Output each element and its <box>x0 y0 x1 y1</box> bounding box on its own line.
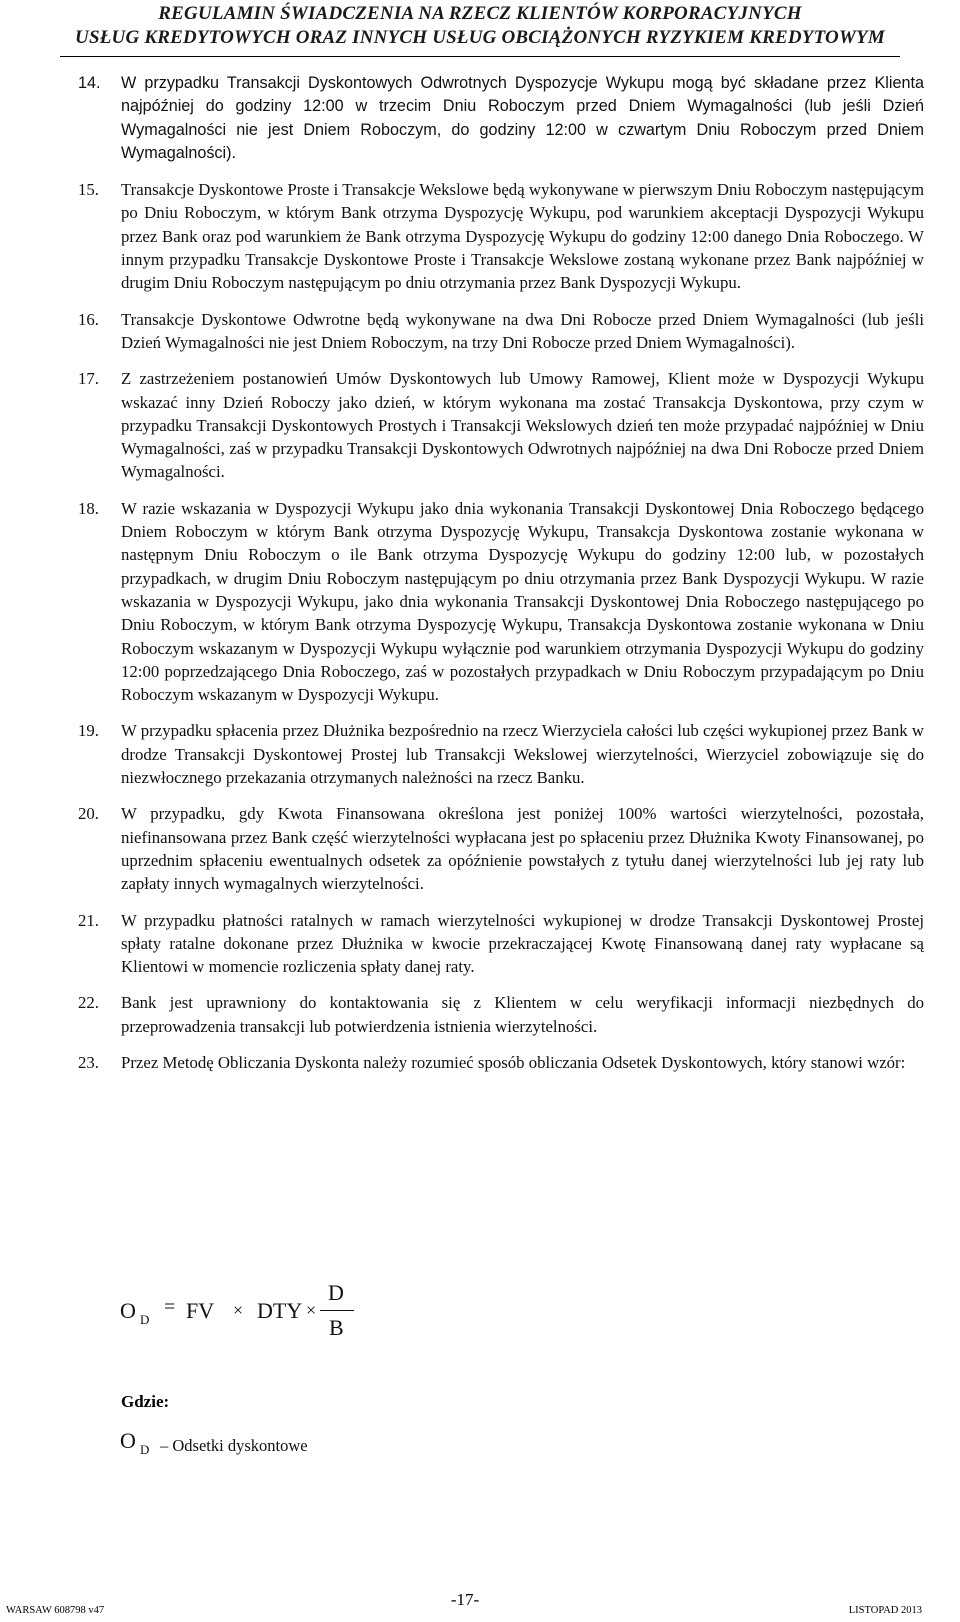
clause-number: 15. <box>78 180 99 200</box>
clause-18 <box>78 497 924 707</box>
formula-dty: DTY <box>257 1298 303 1323</box>
page-header <box>0 2 960 50</box>
clause-19 <box>78 719 924 789</box>
formula-numerator: D <box>328 1280 344 1305</box>
formula-denominator: B <box>329 1315 344 1340</box>
clause-number: 21. <box>78 910 99 930</box>
clause-text: Z zastrzeżeniem postanowień Umów Dyskontowych lub Umowy Ramowej, Klient może w Dyspozycji Wykupu wskazać inny Dzień Roboczy jako dzień, w którym wykonana ma zostać Transakcja Dyskontowa, przy czym w przypadku Transakcji Dyskontowych Prostych i Transakcji Wekslowych dzień ten może przypadać najpóźniej w Dniu Wymagalności, zaś w przypadku Transakcji Dyskontowych Odwrotnych najpóźniej na dwa Dni Robocze przed Dniem Wymagalności. <box>121 369 924 482</box>
formula-fv: FV <box>186 1298 215 1323</box>
formula-symbol-o: O <box>120 1298 136 1323</box>
clause-20 <box>78 802 924 895</box>
clause-text: Transakcje Dyskontowe Odwrotne będą wykonywane na dwa Dni Robocze przed Dniem Wymagalności (lub jeśli Dzień Wymagalności nie jest Dniem Roboczym, na trzy Dni Robocze przed Dniem Wymagalności). <box>121 309 924 352</box>
clause-text: W razie wskazania w Dyspozycji Wykupu jako dnia wykonania Transakcji Dyskontowej Dnia Roboczego będącego Dniem Roboczym w którym Bank otrzyma Dyspozycję Wykupu, Transakcja Dyskontowa zostanie wykonana w następnym Dniu Roboczym o ile Bank otrzyma Dyspozycję Wykupu do godziny 12:00 lub, w pozostałych przypadkach, w drugim Dniu Roboczym następującym po dniu otrzymania przez Bank Dyspozycji Wykupu. W razie wskazania w Dyspozycji Wykupu, jako dnia wykonania Transakcji Dyskontowej Dnia Roboczego następującego po Dniu Roboczym, w którym Bank otrzyma Dyspozycję Wykupu, Transakcja Dyskontowa zostanie wykonana w Dniu Roboczym wskazanym w Dyspozycji Wykupu wyłącznie pod warunkiem otrzymania Dyspozycji Wykupu do godziny 12:00 poprzedzającego Dnia Roboczego, zaś w pozostałych przypadkach w Dniu Roboczym przypadającym po Dniu Roboczym wskazanym w Dyspozycji Wykupu. <box>121 498 924 705</box>
clause-text: W przypadku Transakcji Dyskontowych Odwrotnych Dyspozycje Wykupu mogą być składane przez Klienta najpóźniej do godziny 12:00 w trzecim Dniu Roboczym przed Dniem Wymagalności (lub jeśli Dzień Wymagalności nie jest Dniem Roboczym, do godziny 12:00 w czwartym Dniu Roboczym przed Dniem Wymagalności). <box>121 74 924 162</box>
clauses-list <box>78 72 924 1087</box>
formula-subscript-d: D <box>140 1312 150 1327</box>
clause-23 <box>78 1051 924 1074</box>
legend-description: – Odsetki dyskontowe <box>160 1436 308 1455</box>
clause-text: Transakcje Dyskontowe Proste i Transakcje Wekslowe będą wykonywane w pierwszym Dniu Roboczym następującym po Dniu Roboczym, w którym Bank otrzyma Dyspozycję Wykupu, pod warunkiem akceptacji Dyspozycji Wykupu przez Bank oraz pod warunkiem że Bank otrzyma Dyspozycję Wykupu do godziny 12:00 danego Dnia Roboczego. W innym przypadku Transakcje Dyskontowe Proste i Transakcje Wekslowe zostaną wykonane przez Bank najpóźniej w drugim Dniu Roboczym następującym po dniu otrzymania przez Bank Dyspozycji Wykupu. <box>121 180 924 293</box>
clause-number: 20. <box>78 804 99 824</box>
clause-number: 22. <box>78 993 99 1013</box>
clause-number: 14. <box>78 74 101 92</box>
clause-22 <box>78 991 924 1038</box>
footer-date: LISTOPAD 2013 <box>848 1605 922 1616</box>
clause-21 <box>78 909 924 979</box>
header-line-2: USŁUG KREDYTOWYCH ORAZ INNYCH USŁUG OBCIĄŻONYCH RYZYKIEM KREDYTOWYM <box>75 27 885 48</box>
clause-number: 18. <box>78 498 99 518</box>
clause-number: 16. <box>78 309 99 329</box>
clause-text: Bank jest uprawniony do kontaktowania się z Klientem w celu weryfikacji informacji niezbędnych do przeprowadzenia transakcji lub potwierdzenia istnienia wierzytelności. <box>121 993 924 1036</box>
clause-15 <box>78 178 924 294</box>
clause-16 <box>78 308 924 355</box>
clause-number: 23. <box>78 1052 99 1072</box>
clause-number: 19. <box>78 721 99 741</box>
discount-formula <box>120 1282 420 1352</box>
formula-times-2: × <box>306 1300 317 1320</box>
header-divider <box>60 56 900 57</box>
clause-text: W przypadku spłacenia przez Dłużnika bezpośrednio na rzecz Wierzyciela całości lub części wykupionej przez Bank w drodze Transakcji Dyskontowej Prostej lub Transakcji Wekslowej wierzytelności, Wierzyciel zobowiązuje się do niezwłocznego przekazania otrzymanych należności na rzecz Banku. <box>121 721 924 788</box>
legend-symbol-o: O <box>120 1428 136 1453</box>
header-line-1: REGULAMIN ŚWIADCZENIA NA RZECZ KLIENTÓW KORPORACYJNYCH <box>158 3 802 24</box>
clause-number: 17. <box>78 369 99 389</box>
clause-17 <box>78 367 924 483</box>
formula-legend <box>120 1428 520 1460</box>
formula-fraction-bar <box>320 1310 354 1311</box>
clause-text: W przypadku płatności ratalnych w ramach wierzytelności wykupionej w drodze Transakcji Dyskontowej Prostej spłaty ratalne dokonane przez Dłużnika w kwocie przekraczającej Kwotę Finansowaną danej raty wypłacane są Klientowi w momencie rozliczenia spłaty danej raty. <box>121 910 924 977</box>
formula-times-1: × <box>233 1300 244 1320</box>
clause-text: W przypadku, gdy Kwota Finansowana określona jest poniżej 100% wartości wierzytelności, pozostała, niefinansowana przez Bank część wierzytelności wypłacana jest po spłaceniu przez Dłużnika Kwoty Finansowanej, po uprzednim spłaceniu ewentualnych odsetek za opóźnienie powstałych z tytułu danej wierzytelności lub jej raty lub zapłaty innych wymagalnych wierzytelności. <box>121 804 924 894</box>
where-label: Gdzie: <box>121 1392 170 1411</box>
clause-14 <box>78 72 924 165</box>
footer-page-number: -17- <box>450 1590 480 1609</box>
formula-equals: = <box>164 1296 176 1318</box>
clause-text: Przez Metodę Obliczania Dyskonta należy rozumieć sposób obliczania Odsetek Dyskontowych, który stanowi wzór: <box>121 1052 906 1072</box>
footer-document-id: WARSAW 608798 v47 <box>6 1605 105 1616</box>
legend-subscript-d: D <box>140 1442 150 1457</box>
